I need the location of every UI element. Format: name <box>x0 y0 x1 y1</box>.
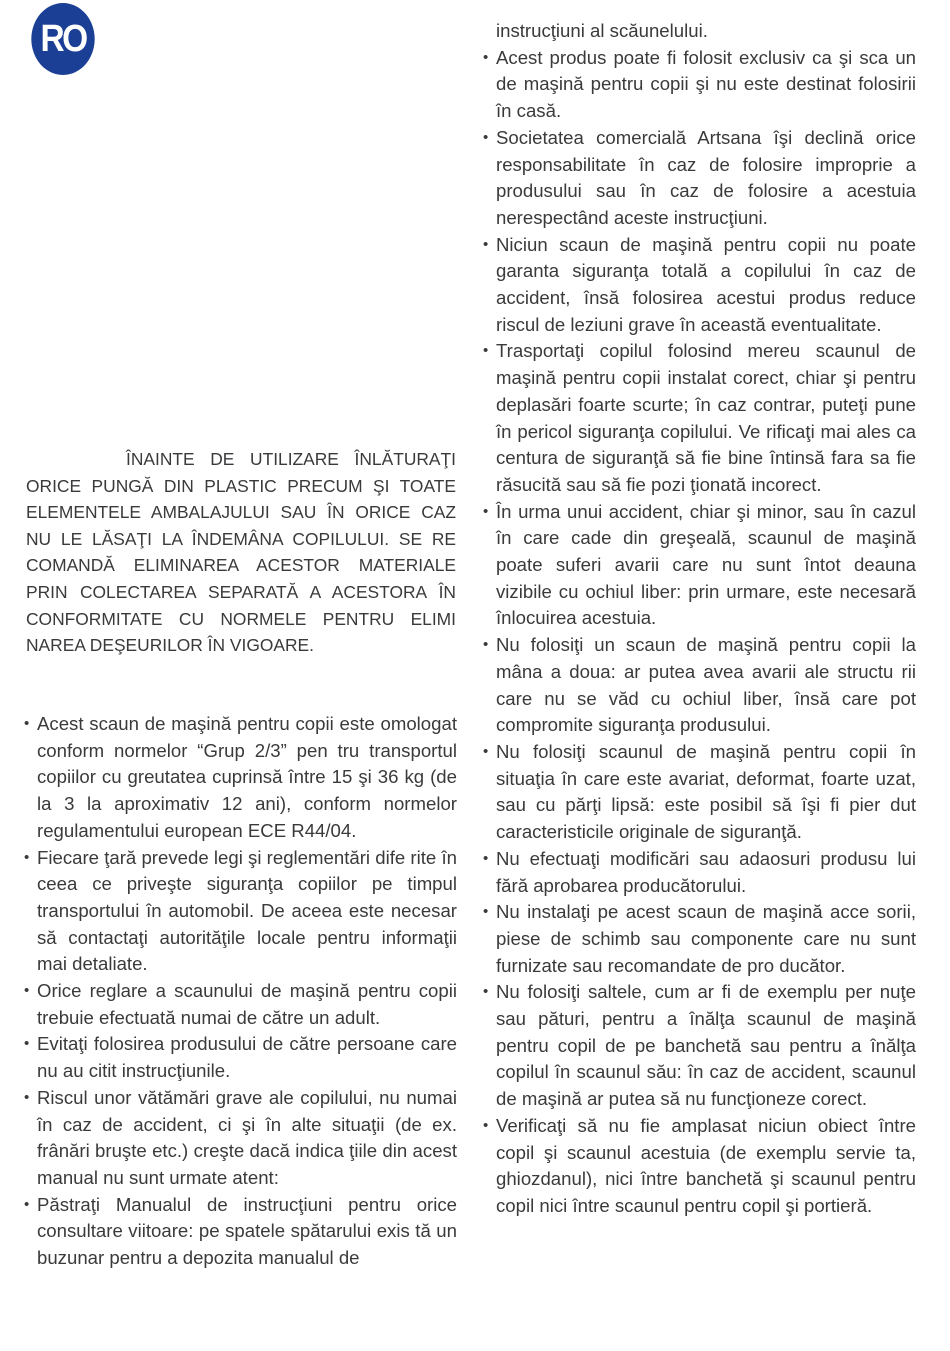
list-item: • Nu efectuaţi modificări sau adaosuri produsu lui fără aprobarea producătorului. <box>483 846 916 899</box>
list-item: • Riscul unor vătămări grave ale copilului, nu numai în caz de accident, ci şi în alte situaţii (de ex. frânări bruşte etc.) creşte dacă indica ţiile din acest manual nu sunt urmate atent: <box>24 1085 457 1192</box>
list-item: • Nu folosiţi saltele, cum ar fi de exemplu per nuţe sau pături, pentru a înălţa scaunul de maşină pentru copil de pe banchetă sau pentru a înălţa copilul în scaunul său: în caz de accident, scaunul de maşină ar putea să nu funcţioneze corect. <box>483 979 916 1113</box>
warning-paragraph: ÎNAINTE DE UTILIZARE ÎNLĂTURAŢI ORICE PUNGĂ DIN PLASTIC PRECUM ŞI TOATE ELEMENTELE AMBALAJULUI SAU ÎN ORICE CAZ NU LE LĂSAŢI LA ÎNDEMÂNA COPILULUI. SE RE COMANDĂ ELIMINAREA ACESTOR MATERIALE PRIN COLECTAREA SEPARATĂ A ACESTORA ÎN CONFORMITATE CU NORMELE PENTRU ELIMI NAREA DEŞEURILOR ÎN VIGOARE. <box>26 449 456 656</box>
list-item: • Acest scaun de maşină pentru copii este omologat conform normelor “Grup 2/3” pen tru transportul copiilor cu greutatea cuprinsă între 15 şi 36 kg (de la 3 la aproximativ 12 ani), conform normelor regulamentului european ECE R44/04. <box>24 711 457 845</box>
list-item: • Evitaţi folosirea produsului de către persoane care nu au citit instrucţiunile. <box>24 1031 457 1084</box>
list-item: • Fiecare ţară prevede legi şi reglementări dife rite în ceea ce priveşte siguranţa copiilor pe timpul transportului în automobil. De aceea este necesar să contactaţi autorităţile locale pentru informaţii mai detaliate. <box>24 845 457 979</box>
right-column-list <box>483 18 916 1220</box>
list-item: • Păstraţi Manualul de instrucţiuni pentru orice consultare viitoare: pe spatele spătarului exis tă un buzunar pentru a depozita manualul de <box>24 1192 457 1272</box>
list-item: • Orice reglare a scaunului de maşină pentru copii trebuie efectuată numai de către un adult. <box>24 978 457 1031</box>
list-item: • Trasportaţi copilul folosind mereu scaunul de maşină pentru copii instalat corect, chiar şi pentru deplasări foarte scurte; în caz contrar, puteţi pune în pericol siguranţa copilului. Ve rificaţi mai ales ca centura de siguranţă să fie bine întinsă fara sa fie răsucită sau să fie pozi ţionată incorect. <box>483 338 916 498</box>
list-item: • Nu instalaţi pe acest scaun de maşină acce sorii, piese de schimb sau componente care nu sunt furnizate sau recomandate de pro ducător. <box>483 899 916 979</box>
list-item: • Nu folosiţi un scaun de maşină pentru copii la mâna a doua: ar putea avea avarii ale structu rii care nu se văd cu ochiul liber, însă care pot compromite siguranţa produsului. <box>483 632 916 739</box>
list-item: • Verificaţi să nu fie amplasat niciun obiect între copil şi scaunul acestuia (de exemplu servie ta, ghiozdanul), nici între banchetă şi scaunul pentru copil nici între scaunul pentru copil şi portieră. <box>483 1113 916 1220</box>
left-column-list <box>24 711 457 1272</box>
list-item-continuation: instrucţiuni al scăunelului. <box>496 20 708 41</box>
list-item: • Acest produs poate fi folosit exclusiv ca şi sca un de maşină pentru copii şi nu este destinat folosirii în casă. <box>483 45 916 125</box>
list-item: • Societatea comercială Artsana îşi declină orice responsabilitate în caz de folosire improprie a produsului sau în caz de folosire a acestuia nerespectând aceste instrucţiuni. <box>483 125 916 232</box>
list-item: • Nu folosiţi scaunul de maşină pentru copii în situaţia în care este avariat, deformat, foarte uzat, sau cu părţi lipsă: este posibil să îşi fi pier dut caracteristicile originale de siguranţă. <box>483 739 916 846</box>
language-badge: RO <box>31 3 94 75</box>
list-item: • În urma unui accident, chiar şi minor, sau în cazul în care cade din greşeală, scaunul de maşină poate suferi avarii care nu sunt întot deauna vizibile cu ochiul liber: prin urmare, este necesară înlocuirea acestuia. <box>483 499 916 633</box>
list-item: • Niciun scaun de maşină pentru copii nu poate garanta siguranţa totală a copilului în caz de accident, însă folosirea acestui produs reduce riscul de leziuni grave în această eventualitate. <box>483 232 916 339</box>
